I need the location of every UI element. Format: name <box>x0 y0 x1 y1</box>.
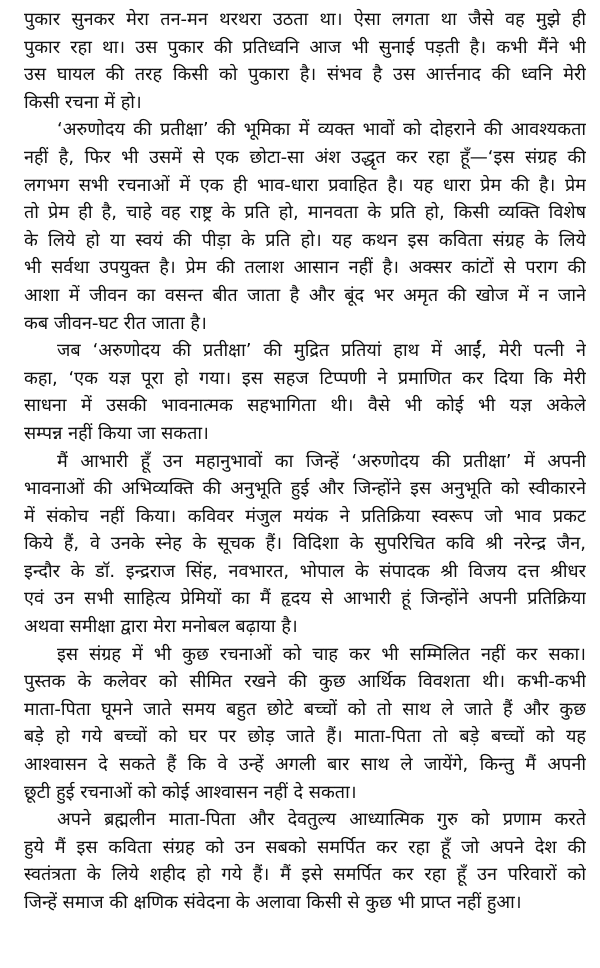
text-line: अपने ब्रह्मलीन माता-पिता और देवतुल्य आध्यात्मिक गुरु को प्रणाम करते <box>57 809 586 831</box>
paragraph <box>24 6 586 116</box>
text-line: इस संग्रह में भी कुछ रचनाओं को चाह कर भी सम्मिलित नहीं कर सका। <box>57 643 586 665</box>
text-line: किये हैं, वे उनके स्नेह के सूचक हैं। विदिशा के सुपरिचित कवि श्री नरेन्द्र जैन, <box>24 533 586 555</box>
text-line: में संकोच नहीं किया। कविवर मंजुल मयंक ने प्रतिक्रिया स्वरूप जो भाव प्रकट <box>24 505 586 527</box>
text-line: भावनाओं की अभिव्यक्ति की अनुभूति हुई और जिन्होंने इस अनुभूति को स्वीकारने <box>24 478 586 500</box>
paragraph <box>24 448 586 641</box>
text-line: साधना में उसकी भावनात्मक सहभागिता थी। वैसे भी कोई भी यज्ञ अकेले <box>24 395 586 417</box>
text-line: पुकार सुनकर मेरा तन-मन थरथरा उठता था। ऐसा लगता था जैसे वह मुझे ही <box>24 9 586 30</box>
text-line: आश्वासन दे सकते हैं कि वे उन्हें अगली बार साथ ले जायेंगे, किन्तु मैं अपनी <box>24 754 586 776</box>
text-line: नहीं है, फिर भी उसमें से एक छोटा-सा अंश उद्धृत कर रहा हूँ—‘इस संग्रह की <box>24 146 586 168</box>
text-line: हुये मैं इस कविता संग्रह को उन सबको समर्पित कर रहा हूँ जो अपने देश की <box>24 836 586 858</box>
text-line: तो प्रेम ही है, चाहे वह राष्ट्र के प्रति हो, मानवता के प्रति हो, किसी व्यक्ति विशेष <box>24 202 586 224</box>
text-line: स्वतंत्रता के लिये शहीद हो गये हैं। मैं इसे समर्पित कर रहा हूँ उन परिवारों को <box>24 864 586 886</box>
text-line: सम्पन्न नहीं किया जा सकता। <box>24 422 209 444</box>
text-line: माता-पिता घूमने जाते समय बहुत छोटे बच्चों को तो साथ ले जाते हैं और कुछ <box>24 698 586 720</box>
text-line: लगभग सभी रचनाओं में एक ही भाव-धारा प्रवाहित है। यह धारा प्रेम की है। प्रेम <box>24 174 586 196</box>
text-line: कब जीवन-घट रीत जाता है। <box>24 312 207 334</box>
text-line: पुकार रहा था। उस पुकार की प्रतिध्वनि आज भी सुनाई पड़ती है। कभी मैंने भी <box>24 36 586 58</box>
paragraph <box>24 337 586 447</box>
paragraph <box>24 641 586 807</box>
text-line: जब ‘अरुणोदय की प्रतीक्षा’ की मुद्रित प्रतियां हाथ में आईं, मेरी पत्नी ने <box>57 340 586 362</box>
text-line: ‘अरुणोदय की प्रतीक्षा’ की भूमिका में व्यक्त भावों को दोहराने की आवश्यकता <box>57 119 586 141</box>
text-line: अथवा समीक्षा द्वारा मेरा मनोबल बढ़ाया है। <box>24 616 298 638</box>
text-line: मैं आभारी हूँ उन महानुभावों का जिन्हें ‘अरुणोदय की प्रतीक्षा’ में अपनी <box>57 450 586 472</box>
text-line: पुस्तक के कलेवर को सीमित रखने की कुछ आर्थिक विवशता थी। कभी-कभी <box>24 671 586 693</box>
paragraph <box>24 806 586 916</box>
text-line: कहा, ‘एक यज्ञ पूरा हो गया। इस सहज टिप्पणी ने प्रमाणित कर दिया कि मेरी <box>24 367 586 389</box>
paragraph <box>24 116 586 337</box>
text-line: उस घायल की तरह किसी को पुकारा है। संभव है उस आर्त्तनाद की ध्वनि मेरी <box>24 64 586 86</box>
text-line: आशा में जीवन का वसन्त बीत जाता है और बूंद भर अमृत की खोज में न जाने <box>24 284 586 306</box>
text-line: बड़े हो गये बच्चों को घर पर छोड़ जाते हैं। माता-पिता तो बड़े बच्चों को यह <box>24 726 586 748</box>
text-line: भी सर्वथा उपयुक्त है। प्रेम की तलाश आसान नहीं है। अक्सर कांटों से पराग की <box>24 257 586 279</box>
text-line: एवं उन सभी साहित्य प्रेमियों का मैं हृदय से आभारी हूं जिन्होंने अपनी प्रतिक्रिया <box>24 588 586 610</box>
text-line: किसी रचना में हो। <box>24 91 142 113</box>
text-line: जिन्हें समाज की क्षणिक संवेदना के अलावा किसी से कुछ भी प्राप्त नहीं हुआ। <box>24 892 522 913</box>
text-line: इन्दौर के डॉ. इन्द्रराज सिंह, नवभारत, भोपाल के संपादक श्री विजय दत्त श्रीधर <box>24 560 586 582</box>
text-line: छूटी हुई रचनाओं को कोई आश्वासन नहीं दे सकता। <box>24 781 357 803</box>
text-line: के लिये हो या स्वयं की पीड़ा के प्रति हो। यह कथन इस कविता संग्रह के लिये <box>24 229 586 251</box>
document-page <box>24 6 586 917</box>
